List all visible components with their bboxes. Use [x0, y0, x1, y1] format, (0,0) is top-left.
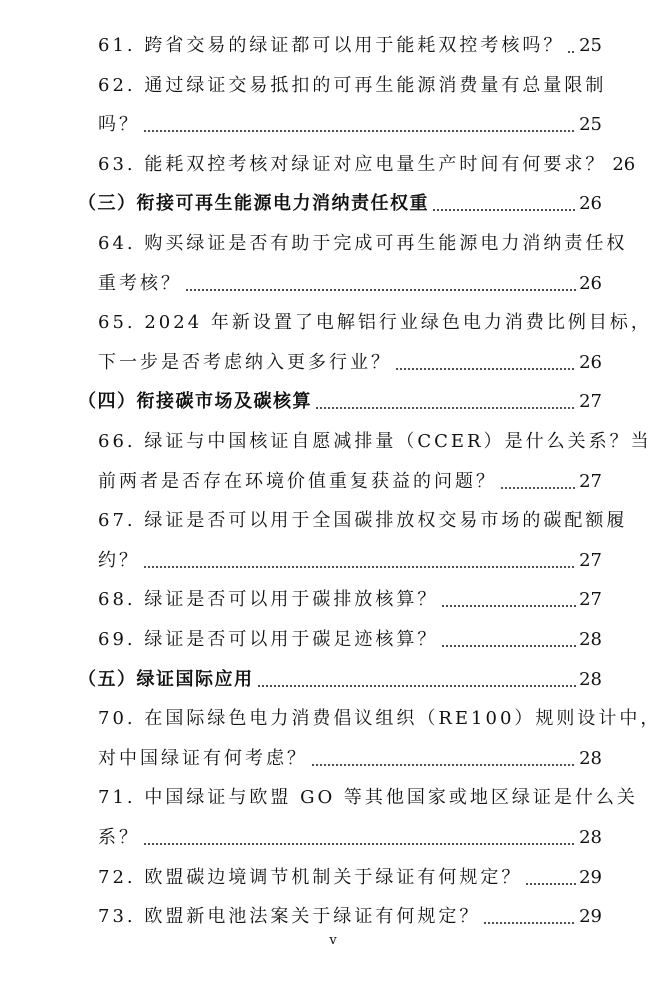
- toc-page-number: 26: [579, 193, 602, 215]
- toc-page-number: 28: [579, 747, 602, 769]
- toc-page-number: 26: [579, 272, 602, 294]
- toc-page-number: 27: [579, 470, 602, 492]
- dot-leader: [441, 605, 576, 607]
- page-number: v: [329, 933, 337, 948]
- toc-entry-text: （五）绿证国际应用: [78, 668, 254, 690]
- toc-section-3[interactable]: [78, 184, 602, 224]
- toc-entry-text: 62. 通过绿证交易抵扣的可再生能源消费量有总量限制: [98, 74, 607, 96]
- toc-entry-14[interactable]: [98, 858, 602, 898]
- dot-leader: [315, 407, 576, 409]
- toc-entry-text: 重考核？: [98, 272, 182, 294]
- toc-entry-8-continued[interactable]: [98, 541, 602, 581]
- toc-page-number: 25: [579, 35, 602, 56]
- toc-entry-8[interactable]: [98, 501, 628, 541]
- toc-entry-text: 72. 欧盟碳边境调节机制关于绿证有何规定？: [98, 866, 523, 888]
- toc-page-number: 27: [579, 589, 602, 611]
- toc-entry-4[interactable]: [98, 224, 628, 264]
- toc-entry-10[interactable]: [98, 620, 602, 660]
- toc-entry-text: 下一步是否考虑纳入更多行业？: [98, 351, 392, 373]
- toc-section-6[interactable]: [78, 382, 602, 422]
- toc-entry-text: 68. 绿证是否可以用于碳排放核算？: [98, 589, 439, 611]
- toc-section-11[interactable]: [78, 660, 602, 700]
- dot-leader: [432, 209, 576, 211]
- toc-entry-text: 系？: [98, 827, 140, 848]
- toc-page-number: 27: [579, 391, 602, 413]
- dot-leader: [567, 51, 576, 53]
- dot-leader: [395, 368, 576, 370]
- dot-leader: [311, 764, 576, 766]
- toc-entry-1[interactable]: [98, 66, 607, 106]
- toc-entry-9[interactable]: [98, 580, 602, 620]
- dot-leader: [441, 645, 576, 647]
- dot-leader: [257, 685, 577, 687]
- toc-entry-text: 66. 绿证与中国核证自愿减排量（CCER）是什么关系？当: [98, 431, 652, 452]
- toc-entry-1-continued[interactable]: [98, 105, 602, 145]
- dot-leader: [483, 922, 576, 924]
- toc-entry-text: 73. 欧盟新电池法案关于绿证有何规定？: [98, 906, 481, 928]
- toc-entry-text: （四）衔接碳市场及碳核算: [78, 391, 312, 413]
- toc-entry-text: 71. 中国绿证与欧盟 GO 等其他国家或地区绿证是什么关: [98, 787, 638, 809]
- toc-entry-text: 67. 绿证是否可以用于全国碳排放权交易市场的碳配额履: [98, 510, 628, 532]
- toc-entry-text: 69. 绿证是否可以用于碳足迹核算？: [98, 629, 439, 650]
- dot-leader: [143, 843, 576, 845]
- toc-entry-5-continued[interactable]: [98, 343, 602, 383]
- dot-leader: [185, 289, 576, 291]
- toc-entry-7-continued[interactable]: [98, 462, 602, 502]
- toc-entry-text: 65. 2024 年新设置了电解铝行业绿色电力消费比例目标，: [98, 312, 652, 334]
- toc-entry-text: （三）衔接可再生能源电力消纳责任权重: [78, 193, 429, 215]
- toc-entry-12-continued[interactable]: [98, 739, 602, 779]
- toc-page-number: 29: [579, 866, 602, 888]
- toc-page-number: 29: [579, 906, 602, 928]
- toc-page-number: 25: [579, 114, 602, 136]
- toc-entry-text: 70. 在国际绿色电力消费倡议组织（RE100）规则设计中，: [98, 708, 662, 730]
- toc-entry-13-continued[interactable]: [98, 818, 602, 858]
- toc-entry-5[interactable]: [98, 303, 652, 343]
- toc-entry-text: 前两者是否存在环境价值重复获益的问题？: [98, 470, 497, 492]
- toc-page-number: 28: [579, 827, 602, 848]
- dot-leader: [143, 130, 576, 132]
- toc-entry-text: 吗？: [98, 114, 140, 136]
- toc-entry-0[interactable]: [98, 26, 602, 66]
- toc-entry-text: 63. 能耗双控考核对绿证对应电量生产时间有何要求？: [98, 153, 607, 175]
- toc-entry-13[interactable]: [98, 778, 638, 818]
- dot-leader: [525, 883, 576, 885]
- toc-entry-7[interactable]: [98, 422, 652, 462]
- toc-page-number: 28: [579, 629, 602, 650]
- toc-page-number: 27: [579, 549, 602, 571]
- toc-entry-15[interactable]: [98, 897, 602, 937]
- toc-entry-12[interactable]: [98, 699, 662, 739]
- toc-entry-text: 约？: [98, 549, 140, 571]
- dot-leader: [500, 487, 576, 489]
- dot-leader: [143, 566, 576, 568]
- toc-entry-text: 61. 跨省交易的绿证都可以用于能耗双控考核吗？: [98, 35, 565, 56]
- toc-entry-text: 64. 购买绿证是否有助于完成可再生能源电力消纳责任权: [98, 233, 628, 254]
- toc-entry-2[interactable]: [98, 145, 636, 185]
- toc-entry-4-continued[interactable]: [98, 264, 602, 304]
- toc-page-number: 28: [579, 668, 602, 690]
- toc-entry-text: 对中国绿证有何考虑？: [98, 747, 308, 769]
- toc-page-number: 26: [612, 153, 636, 175]
- toc-page-number: 26: [579, 351, 602, 373]
